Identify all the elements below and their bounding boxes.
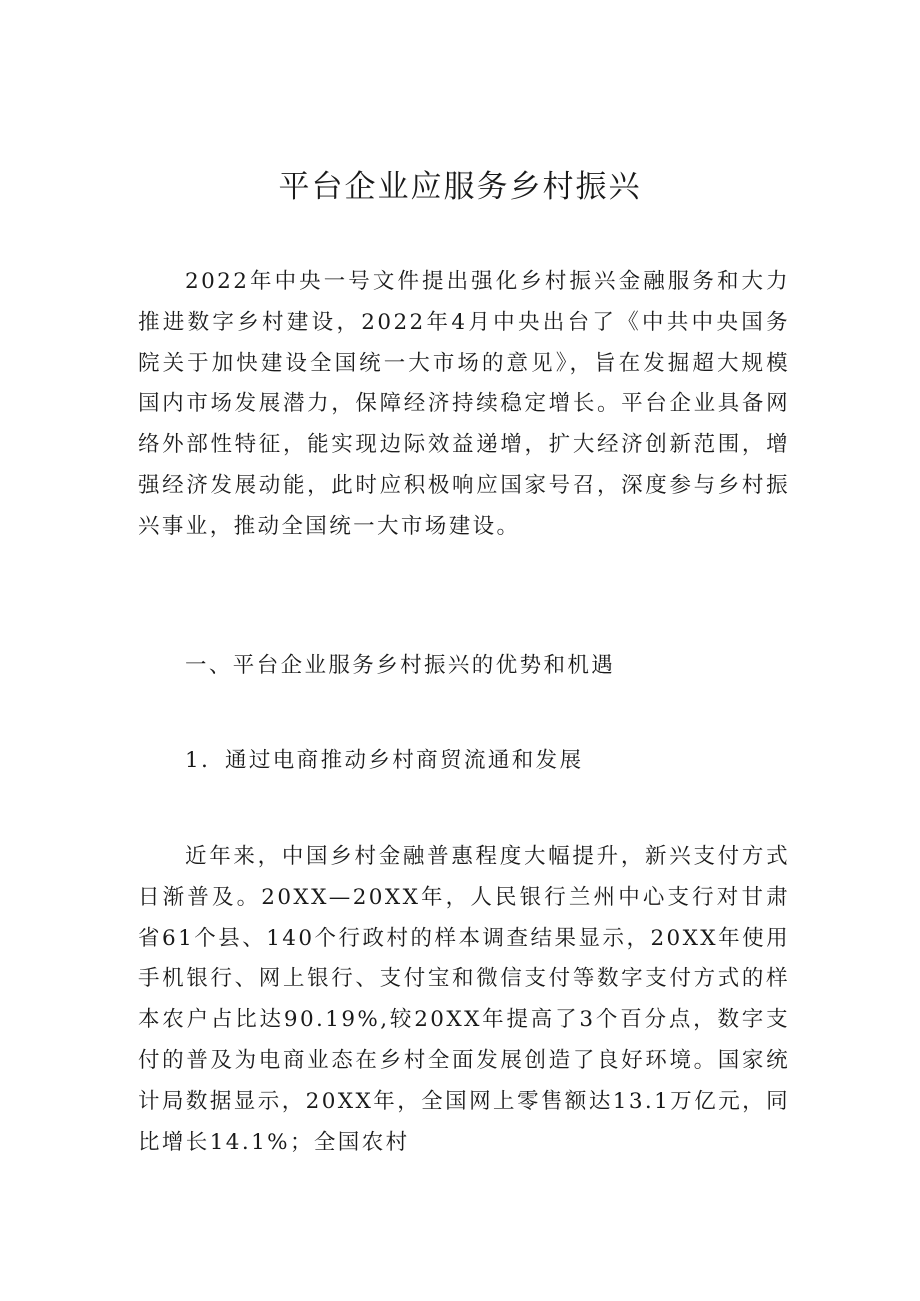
section-heading: 一、平台企业服务乡村振兴的优势和机遇 (185, 653, 616, 678)
subsection-heading: 1．通过电商推动乡村商贸流通和发展 (185, 748, 584, 773)
document-title: 平台企业应服务乡村振兴 (278, 169, 642, 205)
intro-paragraph: 2022年中央一号文件提出强化乡村振兴金融服务和大力推进数字乡村建设，2022年4月中央出台了《中共中央国务院关于加快建设全国统一大市场的意见》，旨在发掘超大规模国内市场发展潜力，保障经济持续稳定增长。平台企业具备网络外部性特征，能实现边际效益递增，扩大经济创新范围，增强经济发展动能，此时应积极响应国家号召，深度参与乡村振兴事业，推动全国统一大市场建设。 (138, 269, 790, 539)
body-paragraph: 近年来，中国乡村金融普惠程度大幅提升，新兴支付方式日渐普及。20XX—20XX年，人民银行兰州中心支行对甘肃省61个县、140个行政村的样本调查结果显示，20XX年使用手机银行、网上银行、支付宝和微信支付等数字支付方式的样本农户占比达90.19%,较20XX年提高了3个百分点，数字支付的普及为电商业态在乡村全面发展创造了良好环境。国家统计局数据显示，20XX年，全国网上零售额达13.1万亿元，同比增长14.1%；全国农村 (138, 844, 790, 1155)
